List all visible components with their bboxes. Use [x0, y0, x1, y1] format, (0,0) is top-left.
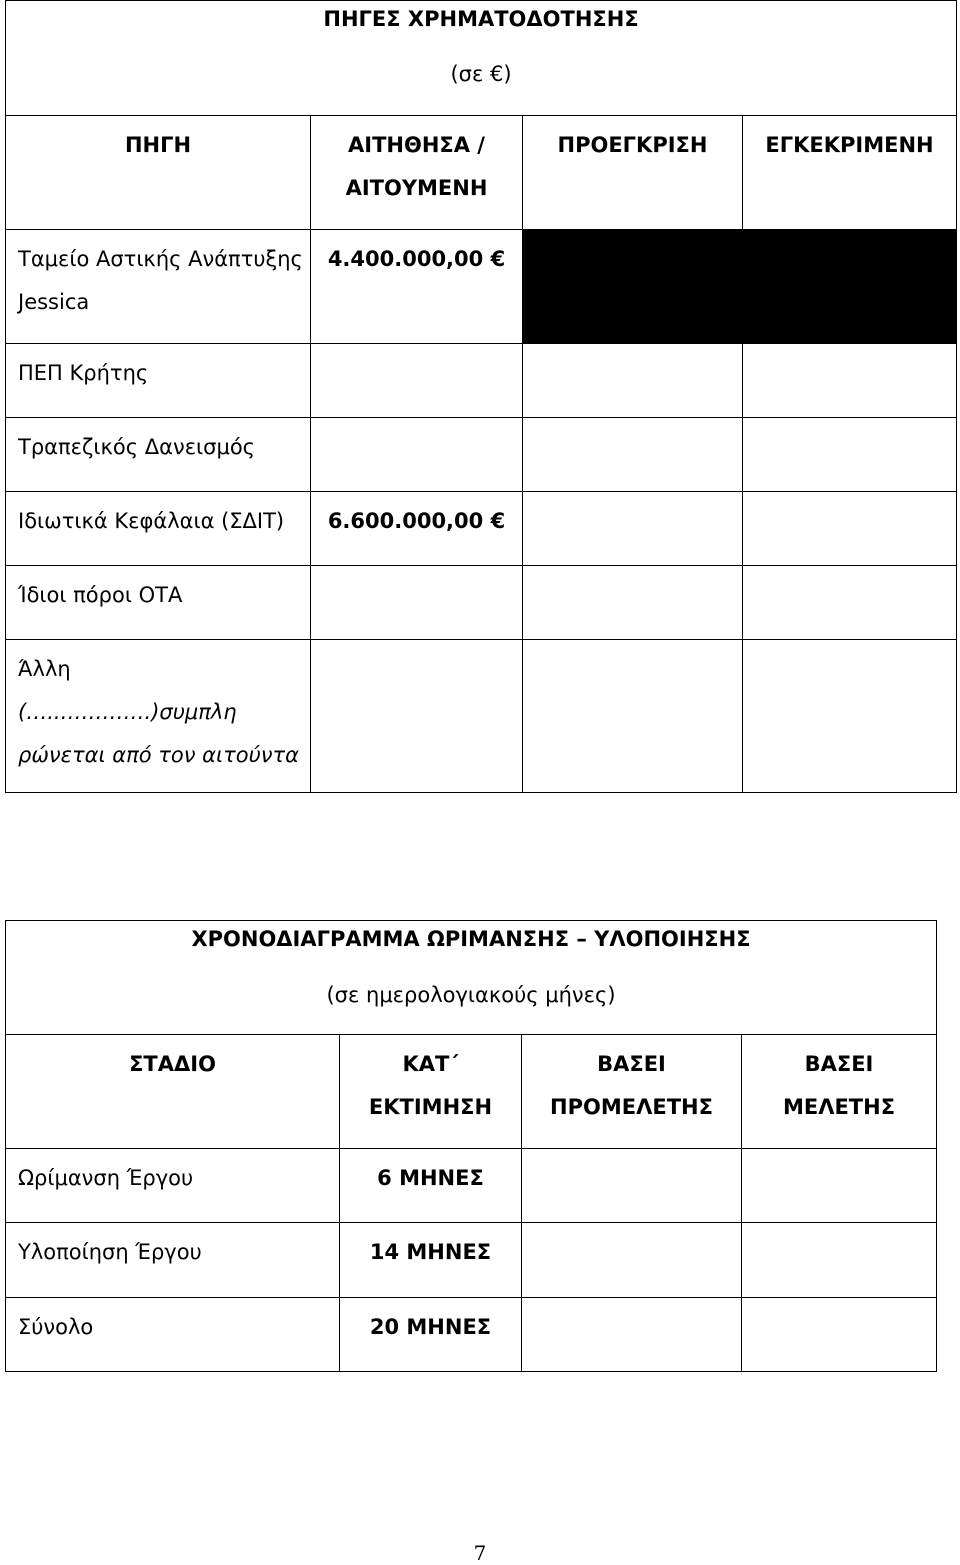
table-row	[6, 492, 957, 566]
source-cell: Ιδιωτικά Κεφάλαια (ΣΔΙΤ)	[6, 492, 311, 566]
table-row	[6, 1223, 937, 1298]
requested-amount	[311, 640, 523, 793]
header-requested: ΑΙΤΗΘΗΣΑ / ΑΙΤΟΥΜΕΝΗ	[311, 116, 523, 230]
prestudy-cell	[522, 1223, 742, 1298]
prestudy-cell	[522, 1298, 742, 1372]
stage-cell: Υλοποίηση Έργου	[6, 1223, 340, 1298]
funding-header-row	[6, 116, 957, 230]
preapproval-cell	[523, 492, 743, 566]
approved-cell	[743, 344, 957, 418]
page-number: 7	[473, 1541, 487, 1565]
source-cell: ΠΕΠ Κρήτης	[6, 344, 311, 418]
preapproval-cell	[523, 640, 743, 793]
header-approved: ΕΓΚΕΚΡΙΜΕΝΗ	[743, 116, 957, 230]
approved-cell	[743, 640, 957, 793]
study-cell	[742, 1223, 937, 1298]
source-cell: Τραπεζικός Δανεισμός	[6, 418, 311, 492]
requested-amount: 6.600.000,00 €	[311, 492, 523, 566]
approved-cell	[743, 492, 957, 566]
estimate-cell: 6 ΜΗΝΕΣ	[340, 1149, 522, 1223]
header-prestudy: ΒΑΣΕΙ ΠΡΟΜΕΛΕΤΗΣ	[522, 1035, 742, 1149]
table-row	[6, 1298, 937, 1372]
schedule-table	[5, 920, 937, 1372]
schedule-unit: (σε ημερολογιακούς μήνες)	[326, 983, 616, 1007]
funding-title: ΠΗΓΕΣ ΧΡΗΜΑΤΟΔΟΤΗΣΗΣ	[323, 7, 639, 31]
source-cell: Άλλη (…..………….)συμπλη ρώνεται από τον αιτούντα	[6, 640, 311, 793]
prestudy-cell	[522, 1149, 742, 1223]
stage-cell: Σύνολο	[6, 1298, 340, 1372]
source-cell: Ίδιοι πόροι ΟΤΑ	[6, 566, 311, 640]
preapproval-cell	[523, 344, 743, 418]
approved-cell	[743, 566, 957, 640]
schedule-header-row	[6, 1035, 937, 1149]
study-cell	[742, 1149, 937, 1223]
table-row	[6, 230, 957, 344]
header-study: ΒΑΣΕΙ ΜΕΛΕΤΗΣ	[742, 1035, 937, 1149]
preapproval-cell	[523, 418, 743, 492]
requested-amount	[311, 566, 523, 640]
schedule-title: ΧΡΟΝΟΔΙΑΓΡΑΜΜΑ ΩΡΙΜΑΝΣΗΣ – ΥΛΟΠΟΙΗΣΗΣ	[191, 927, 751, 951]
funding-sources-table	[5, 0, 957, 793]
header-stage: ΣΤΑΔΙΟ	[6, 1035, 340, 1149]
table-row	[6, 344, 957, 418]
table-row	[6, 566, 957, 640]
header-preapproval: ΠΡΟΕΓΚΡΙΣΗ	[523, 116, 743, 230]
requested-amount	[311, 418, 523, 492]
source-cell: Ταμείο Αστικής Ανάπτυξης Jessica	[6, 230, 311, 344]
header-source: ΠΗΓΗ	[6, 116, 311, 230]
table-row	[6, 640, 957, 793]
funding-title-row	[6, 1, 957, 116]
requested-amount	[311, 344, 523, 418]
requested-amount: 4.400.000,00 €	[311, 230, 523, 344]
schedule-title-row	[6, 921, 937, 1035]
table-row	[6, 1149, 937, 1223]
stage-cell: Ωρίμανση Έργου	[6, 1149, 340, 1223]
table-row	[6, 418, 957, 492]
estimate-cell: 20 ΜΗΝΕΣ	[340, 1298, 522, 1372]
study-cell	[742, 1298, 937, 1372]
approved-cell	[743, 418, 957, 492]
header-estimate: ΚΑΤ΄ ΕΚΤΙΜΗΣΗ	[340, 1035, 522, 1149]
redacted-block	[523, 230, 957, 344]
preapproval-cell	[523, 566, 743, 640]
funding-unit: (σε €)	[450, 62, 512, 86]
estimate-cell: 14 ΜΗΝΕΣ	[340, 1223, 522, 1298]
